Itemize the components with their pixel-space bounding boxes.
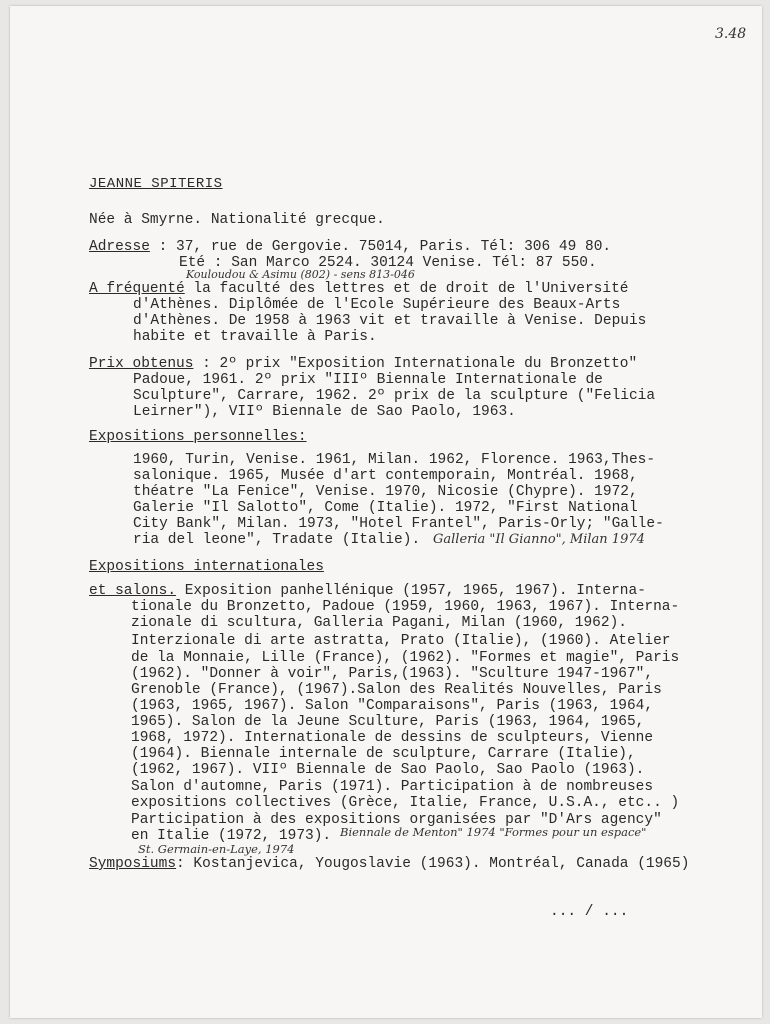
education-label: A fréquenté — [89, 281, 185, 297]
prizes-text: : 2º prix "Exposition Internationale du Bronzetto" — [193, 356, 638, 372]
symposiums-line — [89, 856, 689, 872]
address-handwritten-note: Kouloudou & Asimu (802) - sens 813-046 — [186, 268, 415, 281]
international-exhibitions-line-7: (1963, 1965, 1967). Salon "Comparaisons", Paris (1963, 1964, — [131, 698, 654, 714]
education-line-2: d'Athènes. Diplômée de l'Ecole Supérieure des Beaux-Arts — [133, 297, 621, 313]
symposiums-label: Symposiums — [89, 856, 177, 872]
international-exhibitions-line-11: (1962, 1967). VIIº Biennale de Sao Paolo, Sao Paolo (1963). — [131, 762, 645, 778]
international-exhibitions-label-2: et salons. — [89, 583, 177, 599]
international-exhibitions-line-6: Grenoble (France), (1967).Salon des Realités Nouvelles, Paris — [131, 682, 662, 698]
international-exhibitions-line-0 — [89, 583, 646, 599]
international-exhibitions-line-5: (1962). "Donner à voir", Paris,(1963). "Sculture 1947-1967", — [131, 666, 654, 682]
international-exhibitions-line-14: Participation à des expositions organisées par "D'Ars agency" — [131, 812, 662, 828]
personal-exhibitions-line-5: City Bank", Milan. 1973, "Hotel Frantel", Paris-Orly; "Galle- — [133, 516, 664, 532]
international-exhibitions-line-9: 1968, 1972). Internationale de dessins de sculpteurs, Vienne — [131, 730, 654, 746]
address-line-2: Eté : San Marco 2524. 30124 Venise. Tél: 87 550. — [179, 255, 597, 271]
prizes-line-4: Leirner"), VIIº Biennale de Sao Paolo, 1963. — [133, 404, 516, 420]
education-line-1 — [89, 281, 629, 297]
prizes-label: Prix obtenus — [89, 356, 194, 372]
international-exhibitions-handwritten-note-2: St. Germain-en-Laye, 1974 — [138, 842, 295, 856]
international-exhibitions-line-13: expositions collectives (Grèce, Italie, France, U.S.A., etc.. ) — [131, 795, 680, 811]
prizes-line-3: Sculpture", Carrare, 1962. 2º prix de la sculpture ("Felicia — [133, 388, 656, 404]
personal-exhibitions-label: Expositions personnelles: — [89, 429, 307, 445]
address-label: Adresse — [89, 239, 150, 255]
international-exhibitions-line-10: (1964). Biennale internale de sculpture, Carrare (Italie), — [131, 746, 636, 762]
international-exhibitions-line-8: 1965). Salon de la Jeune Sculture, Paris (1963, 1964, 1965, — [131, 714, 645, 730]
symposiums-text: : Kostanjevica, Yougoslavie (1963). Montréal, Canada (1965) — [176, 856, 690, 872]
personal-exhibitions-line-1: 1960, Turin, Venise. 1961, Milan. 1962, Florence. 1963,Thes- — [133, 452, 656, 468]
personal-exhibitions-line-4: Galerie "Il Salotto", Come (Italie). 1972, "First National — [133, 500, 638, 516]
education-line-4: habite et travaille à Paris. — [133, 329, 377, 345]
prizes-line-2: Padoue, 1961. 2º prix "IIIº Biennale Internationale de — [133, 372, 603, 388]
personal-exhibitions-line-6: ria del leone", Tradate (Italie). — [133, 532, 421, 548]
international-exhibitions-handwritten-note-1: Biennale de Menton" 1974 "Formes pour un espace" — [340, 825, 647, 839]
international-exhibitions-line-12: Salon d'automne, Paris (1971). Participation à de nombreuses — [131, 779, 654, 795]
personal-exhibitions-handwritten-note: Galleria "Il Gianno", Milan 1974 — [433, 532, 645, 547]
page-title: JEANNE SPITERIS — [89, 176, 223, 192]
international-exhibitions-first: Exposition panhellénique (1957, 1965, 1967). Interna- — [176, 583, 646, 599]
continuation-mark: ... / ... — [550, 904, 629, 920]
education-text: la faculté des lettres et de droit de l'Université — [184, 281, 629, 297]
international-exhibitions-line-1: tionale du Bronzetto, Padoue (1959, 1960, 1963, 1967). Interna- — [131, 599, 680, 615]
address-line-1 — [89, 239, 611, 255]
personal-exhibitions-line-2: salonique. 1965, Musée d'art contemporain, Montréal. 1968, — [133, 468, 638, 484]
prizes-line-1 — [89, 356, 637, 372]
international-exhibitions-line-2: zionale di scultura, Galleria Pagani, Milan (1960, 1962). — [131, 615, 627, 631]
international-exhibitions-line-4: de la Monnaie, Lille (France), (1962). "Formes et magie", Paris — [131, 650, 680, 666]
page-number: 3.48 — [715, 26, 747, 42]
document-page — [10, 6, 762, 1018]
personal-exhibitions-line-3: théatre "La Fenice", Venise. 1970, Nicosie (Chypre). 1972, — [133, 484, 638, 500]
address-text: : 37, rue de Gergovie. 75014, Paris. Tél: 306 49 80. — [149, 239, 612, 255]
birth-line: Née à Smyrne. Nationalité grecque. — [89, 212, 385, 228]
international-exhibitions-line-15: en Italie (1972, 1973). — [131, 828, 332, 844]
international-exhibitions-label: Expositions internationales — [89, 559, 324, 575]
education-line-3: d'Athènes. De 1958 à 1963 vit et travaille à Venise. Depuis — [133, 313, 647, 329]
international-exhibitions-line-3: Interzionale di arte astratta, Prato (Italie), (1960). Atelier — [131, 633, 671, 649]
